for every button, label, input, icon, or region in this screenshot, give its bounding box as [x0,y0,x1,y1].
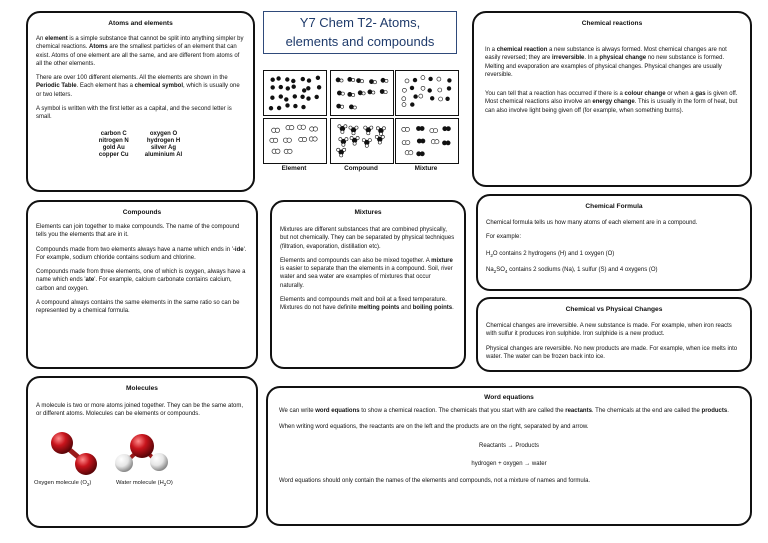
term-reactants: reactants [565,408,592,414]
term-chemical-symbol: chemical symbol [134,83,183,90]
text: H [486,250,491,257]
reactions-heading: Chemical reactions [581,20,643,27]
title-text [286,14,435,52]
atoms-paragraph-1 [36,35,245,68]
particle-dot [349,126,352,129]
text: Elements and compounds can also be mixed together. A [280,257,432,264]
text: are the smallest particles of an element that can exist. Atoms of one element are all the same, and are different from atoms of all the other elements. [36,44,240,67]
particle-dot [421,76,425,80]
particle-dot [301,125,305,129]
mixtures-paragraph-1: Mixtures are different substances that are combined physically, but not chemically. They can be separated by physical techniques (filtration, evaporation, distillation etc). [280,227,455,250]
particle-dot [341,105,344,108]
particle-dot [301,77,305,81]
particle-dot [307,79,311,83]
word-paragraph-3: Word equations should only contain the names of the elements and compounds, not a mixture of names and formula. [279,478,591,485]
term-gas: gas [695,91,706,98]
subscript: 2 [86,482,90,488]
particle-dot [349,105,353,109]
term-ide: -ide [232,246,244,253]
particle-dot [421,139,425,143]
molecule-illustrations [28,430,260,526]
title-line-2: elements and compounds [285,33,435,49]
particle-dot [348,92,352,96]
chemical-vs-physical-panel [476,297,752,372]
particle-dot [430,96,434,100]
particle-dot [409,151,413,155]
oxygen-atom [130,434,154,458]
particle-dot [368,139,371,142]
element-molecules-diagram [263,118,327,164]
text: no new substance is formed. Melting and evaporation are examples of physical changes. Physical changes are usually reversible. [485,55,725,78]
particle-dot [336,78,340,82]
particle-dot [306,86,310,90]
chemphys-paragraph-2: Physical changes are reversible. No new products are made. For example, when ice melts into water. The water can be frozen back into ice. [486,345,738,360]
particle-dot [353,106,356,109]
particle-dot [341,92,344,95]
term-physical-change: physical change [599,55,647,62]
title-line-1: Y7 Chem T2- Atoms, [299,14,421,30]
word-equation-example: hydrogen + oxygen → water [471,460,547,467]
text: . [727,408,729,414]
particle-dot [302,137,306,141]
particle-dot [437,77,441,81]
term-periodic-table: Periodic Table [36,83,77,90]
compound-molecules-diagram [330,118,394,164]
text: contains 2 sodiums (Na), 1 sulfur (S) and 4 oxygens (O) [507,266,658,273]
text: SO [496,266,505,273]
oxygen-atom [75,453,97,475]
text: O contains 2 hydrogens (H) and 1 oxygen (O) [492,250,615,257]
text: , which is usually one or two letters. [36,83,240,98]
formula-example-water [486,250,742,258]
particle-dot [433,129,437,133]
particle-dot [362,139,365,142]
text: Na [486,266,494,273]
atoms-paragraph-2 [36,74,245,99]
compounds-paragraph-2 [36,246,248,263]
particle-dot [367,132,370,135]
compounds-paragraph-3 [36,268,248,293]
word-heading: Word equations [484,394,534,401]
molecules-paragraph-1: A molecule is two or more atoms joined together. They can be the same atom, or different atoms. Molecules can be elements or compounds. [36,403,243,418]
particle-dot [438,88,442,92]
mixtures-panel [270,200,466,369]
particle-dot [420,152,424,156]
particle-dot [293,95,297,99]
particle-dot [337,104,341,108]
particle-dot [337,148,340,151]
particle-dot [350,136,353,139]
particle-dot [352,78,355,81]
term-colour-change: colour change [624,91,666,98]
text: Compounds made from three elements, one of which is oxygen, always have a name which ends ' [36,269,246,284]
particle-dot [352,93,355,96]
term-ate: ate [85,277,95,284]
particle-dot [294,104,298,108]
label-mixture: Mixture [414,165,438,172]
particle-dot [313,137,317,141]
term-element: element [45,36,68,42]
particle-dot [385,79,388,82]
molecules-panel [26,376,258,528]
particle-dot [446,141,450,145]
element-symbol: hydrogen H [146,138,181,145]
mixtures-paragraph-2 [280,257,456,290]
particle-dot [435,140,439,144]
hydrogen-atom [115,454,133,472]
text: a new substance is always formed. Most chemical changes are not easily reversed; they are [485,47,727,62]
element-symbol: gold Au [102,145,125,152]
particle-dot [277,106,281,110]
particle-dot [357,79,361,83]
particle-dot [355,126,358,129]
particle-dot [276,149,280,153]
term-irreversible: irreversible [552,55,585,62]
term-products: products [701,408,728,414]
particle-dot [447,87,451,91]
compounds-paragraph-4: A compound always contains the same elements in the same ratio so can be represented by a chemical formula. [36,299,240,315]
atoms-paragraph-3: A symbol is written with the first letter as a capital, and the second letter is small. [36,105,232,121]
mixture-dots-svg [396,71,458,115]
particle-dot [379,132,382,135]
particle-dot [358,91,362,95]
particle-dot [344,125,347,128]
text: Compounds made from two elements always have a name which ends in ' [36,246,233,253]
particle-dot [353,142,356,145]
term-boiling-points: boiling points [412,305,453,312]
particle-dot [269,106,273,110]
element-molecules-svg [264,119,326,163]
term-energy-change: energy change [592,99,635,106]
compounds-paragraph-1: Elements can join together to make compounds. The name of the compound tells you the elements that are in it. [36,224,240,239]
hydrogen-atom [150,453,168,471]
particle-dot [360,80,363,83]
text: There are over 100 different elements. All the elements are shown in the [36,75,228,82]
particle-dot [342,143,345,146]
element-symbol: carbon C [100,131,127,138]
particle-dot [365,144,368,147]
reactions-paragraph-2 [485,90,739,115]
subscript: 2 [163,482,167,488]
particle-dot [402,97,406,101]
particle-dot [302,105,306,109]
particle-dot [337,91,341,95]
text: ) [89,480,92,486]
chemical-formula-panel [476,194,752,291]
particle-dot [271,86,275,90]
atoms-elements-panel [26,11,255,192]
formula-paragraph-1: Chemical formula tells us how many atoms of each element are in a compound. [486,220,698,226]
particle-dot [273,138,277,142]
particle-dot [405,127,409,131]
particle-dot [316,76,320,80]
element-symbol-list [36,131,245,158]
chemphys-heading: Chemical vs Physical Changes [565,306,663,313]
atoms-heading: Atoms and elements [108,20,173,27]
particle-dot [376,127,379,130]
particle-dot [405,79,409,83]
particle-dot [364,126,367,129]
mixture-molecules-diagram [395,118,459,164]
particle-dot [446,127,450,131]
subscript: 4 [504,268,508,274]
text: to show a chemical reaction. The chemicals that you start with are called the [359,408,566,414]
particle-dot [406,141,410,145]
particle-dot [373,81,376,84]
particle-dot [271,96,275,100]
text: In a [485,47,497,53]
mixtures-paragraph-3 [280,296,456,313]
text: . The chemicals at the end are called the [591,408,702,414]
particle-dot [410,103,414,107]
label-compound: Compound [344,165,378,172]
compound-dots-diagram [330,70,394,116]
text: is a simple substance that cannot be split into anything simpler by chemical reactions. [36,36,244,51]
text: Water molecule (H [116,480,164,486]
word-paragraph-2: When writing word equations, the reactants are on the left and the products are on the right, separated by and arrow. [279,424,589,431]
particle-dot [402,88,406,92]
element-symbol: silver Ag [150,145,177,152]
text: . This is usually in the form of heat, but can also involve light being given off (for example, when something burns). [485,99,738,114]
particle-dot [287,138,291,142]
particle-dot [279,85,283,89]
particle-dot [420,126,424,130]
text: '. For example, sodium chloride contains sodium and chlorine. [36,246,247,261]
particle-dot [428,89,432,93]
chemical-reactions-panel [472,11,752,187]
compounds-panel [26,200,258,369]
particle-dot [402,103,406,107]
particle-dot [369,80,373,84]
mixture-molecules-svg [396,119,458,163]
mixture-dots-diagram [395,70,459,116]
mixtures-heading: Mixtures [354,209,382,216]
particle-dot [271,78,275,82]
word-equation-general: Reactants → Products [478,442,540,449]
word-paragraph-1 [279,407,739,415]
particle-dot [370,126,373,129]
particle-dot [292,85,296,89]
particle-dot [380,89,384,93]
word-equations-panel [266,386,752,526]
text: An [36,36,46,42]
term-atoms: Atoms [89,44,108,51]
water-molecule-caption [116,480,173,486]
particle-dot [301,95,305,99]
particle-dot [315,95,319,99]
element-dots-diagram [263,70,327,116]
particle-dot [375,135,378,138]
particle-dot [340,154,343,157]
label-element: Element [281,165,307,172]
water-molecule-icon [115,434,168,472]
particle-dot [372,91,375,94]
oxygen-atom [51,432,73,454]
text: We can write [279,408,316,414]
particle-dot [339,138,342,141]
text: . In a [584,55,600,62]
text: is easier to separate than the elements in a compound. Soil, river water and sea water are examples of mixtures that occur naturally. [280,266,453,289]
particle-dot [382,127,385,130]
molecule-svg [28,430,260,526]
particle-dot [307,97,311,101]
text: You can tell that a reaction has occurred if there is a [485,91,625,98]
particle-dot [277,77,281,81]
text: . [452,305,454,312]
particle-dot [410,86,414,90]
term-word-equations: word equations [315,408,360,414]
element-dots-svg [264,71,326,115]
particle-dot [381,135,384,138]
particle-dot [340,79,343,82]
subscript: 2 [493,268,497,274]
particle-dot [413,78,417,82]
particle-dot [341,130,344,133]
particle-dot [381,78,385,82]
text: O) [166,480,173,486]
page-title [263,11,457,54]
text: Elements and compounds melt and boil at a fixed temperature. Mixtures do not have definite [280,296,447,312]
text: Oxygen molecule (O [34,480,87,486]
compound-molecules-svg [331,119,393,163]
term-chemical-reaction: chemical reaction [496,47,548,53]
text: . Each element has a [76,83,135,90]
particle-dot [284,98,288,102]
compound-dots-svg [331,71,393,115]
particle-dot [378,141,381,144]
chemphys-paragraph-1: Chemical changes are irreversible. A new substance is made. For example, when iron reacts with sulfur it produces iron sulphide. Iron sulphide is a new product. [486,323,732,338]
particle-dot [414,95,418,99]
particle-dot [421,86,425,90]
particle-dot [419,94,423,98]
particle-dot [279,95,283,99]
particle-diagrams [263,70,459,174]
particle-dot [291,79,295,83]
particle-dot [302,89,306,93]
particle-dot [439,97,443,101]
particle-dot [290,125,294,129]
particle-dot [362,92,365,95]
particle-dot [352,132,355,135]
particle-dot [286,87,290,91]
term-mixture: mixture [431,257,453,264]
particle-dot [384,91,387,94]
particle-dot [345,138,348,141]
particle-dot [368,90,372,94]
particle-dot [356,136,359,139]
text: is given off. Most chemical reactions also involve an [485,91,738,106]
particle-dot [286,104,290,108]
subscript: 2 [490,252,493,258]
particle-dot [446,97,450,101]
element-symbol: aluminium Al [144,152,183,159]
element-symbol: copper Cu [98,152,129,159]
formula-paragraph-2: For example: [486,234,522,241]
particle-dot [288,149,292,153]
text: and [399,305,413,312]
element-symbol: nitrogen N [98,138,129,145]
text: or when a [665,91,696,98]
particle-dot [429,77,433,81]
particle-dot [343,148,346,151]
reactions-paragraph-1 [485,46,739,79]
particle-dot [313,127,317,131]
particle-dot [275,128,279,132]
particle-dot [317,85,321,89]
formula-heading: Chemical Formula [585,203,643,210]
particle-dot [285,78,289,82]
particle-dot [338,125,341,128]
text: '. For example, calcium carbonate contains calcium, carbon and oxygen. [36,277,232,292]
element-symbol: oxygen O [149,131,178,138]
molecules-heading: Molecules [126,385,158,392]
particle-dot [348,77,352,81]
oxygen-molecule-caption [34,480,91,486]
term-melting-points: melting points [358,305,400,312]
formula-example-sodium-sulfate [486,266,742,274]
compounds-heading: Compounds [122,209,162,216]
particle-dot [448,79,452,83]
